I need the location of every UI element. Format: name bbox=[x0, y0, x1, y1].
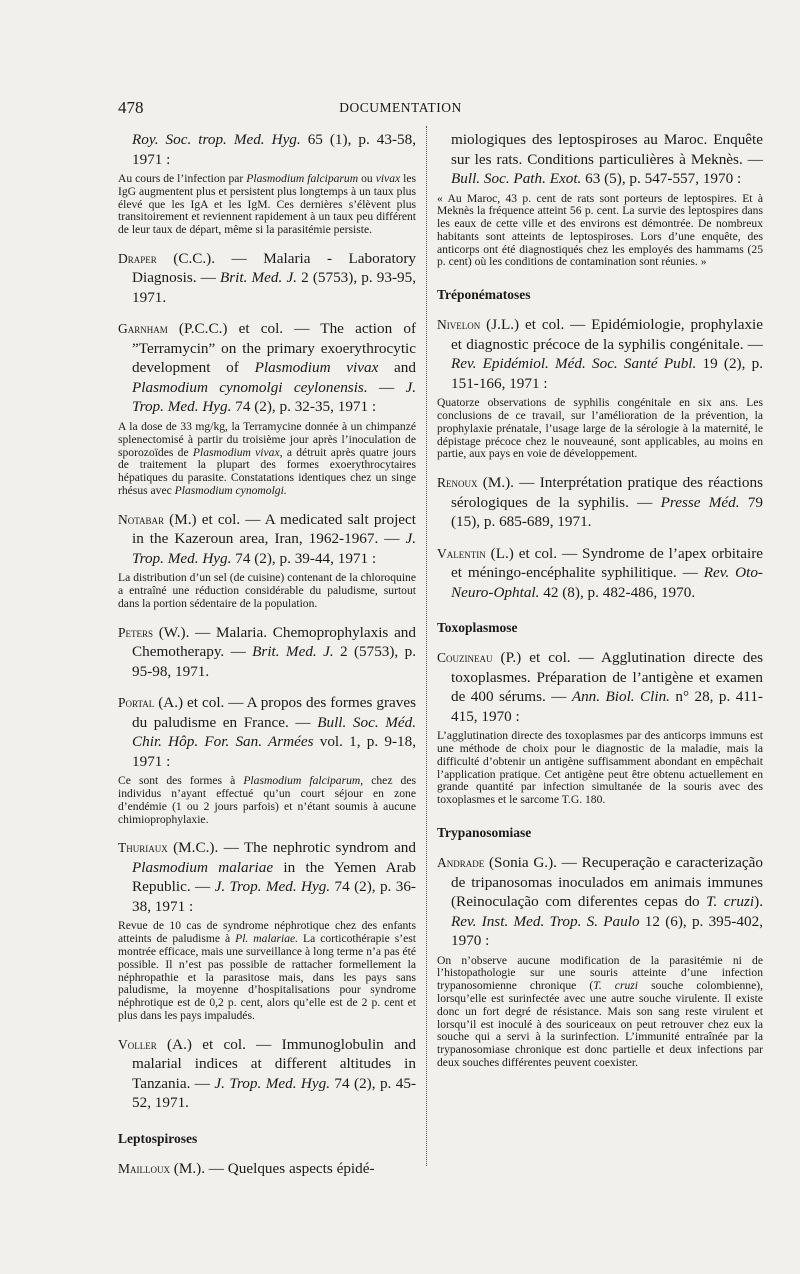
abstract: « Au Maroc, 43 p. cent de rats sont porteurs de leptospires. Et à Meknès la fréquence atteint 56 p. cent. La survie des leptospires dans les eaux de cette ville et des environs est démontrée. De nombreux habitants sont atteints de leptospiroses. Lors d’une enquête, des anticorps ont été diagnostiqués chez les employés des hammams (25 p. cent) où les conditions de contamination sont réunies. » bbox=[437, 191, 763, 269]
citation: Mailloux (M.). — Quelques aspects épidé- bbox=[118, 1159, 375, 1177]
abstract: Revue de 10 cas de syndrome néphrotique chez des enfants atteints de paludisme à Pl. malariae. La corticothérapie s’est montrée efficace, mais une surveillance à long terme n’a pas été possible. Il n’est pas possible de rattacher formellement la néphropathie et la parasitose mais, dans les pays sans paludisme, la moyenne d’hospitalisations pour syndrome néphrotique est de 0,2 p. cent, alors qu’elle est de 2 p. cent et plus dans les pays impaludés. bbox=[118, 919, 416, 1022]
citation: Andrade (Sonia G.). — Recuperação e caracterização de tripanosomas inoculados em animais immunes (Reinoculação com diferentes cepas do T. cruzi). Rev. Inst. Med. Trop. S. Paulo 12 (6), p. 395-402, 1970 : bbox=[437, 854, 763, 950]
bib-entry bbox=[118, 510, 416, 611]
bib-entry bbox=[437, 853, 763, 1070]
citation: Roy. Soc. trop. Med. Hyg. 65 (1), p. 43-58, 1971 : bbox=[132, 131, 416, 168]
citation: Renoux (M.). — Interprétation pratique des réactions sérologiques de la syphilis. — Presse Méd. 79 (15), p. 685-689, 1971. bbox=[437, 474, 764, 531]
citation: Voller (A.) et col. — Immunoglobulin and malarial indices at different altitudes in Tanzania. — J. Trop. Med. Hyg. 74 (2), p. 45-52, 1971. bbox=[118, 1035, 416, 1112]
abstract: Quatorze observations de syphilis congénitale en six ans. Les conclusions de ce travail, sur l’amélioration de la prévention, la prophylaxie prénatale, l’usage large de la sérologie à la maternité, le dépistage précoce chez le nouveauné, sont applicables, au moins en partie, aux pays en voie de développement. bbox=[437, 396, 763, 461]
citation: Nivelon (J.L.) et col. — Epidémiologie, prophylaxie et diagnostic précoce de la syphilis congénitale. — Rev. Epidémiol. Méd. Soc. Santé Publ. 19 (2), p. 151-166, 1971 : bbox=[437, 316, 763, 392]
bib-entry bbox=[118, 838, 416, 1022]
author-name: Andrade bbox=[437, 855, 485, 871]
citation: Peters (W.). — Malaria. Chemoprophylaxis and Chemotherapy. — Brit. Med. J. 2 (5753), p. 95-98, 1971. bbox=[118, 623, 416, 680]
abstract: L’agglutination directe des toxoplasmes par des anticorps immuns est une méthode de choix pour le diagnostic de la maladie, mais la difficulté d’obtenir un antigène suffisamment abondant en empêchait l’application pratique. Cet antigène peut être obtenu actuellement en grande quantité par infection simultanée de la souris avec des toxoplasmes et le sarcome T.G. 180. bbox=[437, 729, 763, 807]
bib-entry bbox=[118, 249, 416, 308]
section-heading-trypanosomiase: Trypanosomiase bbox=[437, 825, 532, 841]
bib-entry bbox=[118, 1159, 416, 1179]
left-column bbox=[118, 130, 416, 1190]
author-name: Mailloux bbox=[118, 1160, 170, 1176]
abstract: La distribution d’un sel (de cuisine) contenant de la chloroquine a entraîné une réduction considérable du paludisme, surtout dans la portion sédentaire de la population. bbox=[118, 571, 416, 610]
citation: Portal (A.) et col. — A propos des formes graves du paludisme en France. — Bull. Soc. Méd. Chir. Hôp. For. San. Armées vol. 1, p. 9-18, 1971 : bbox=[118, 694, 416, 770]
author-name: Nivelon bbox=[437, 317, 481, 333]
abstract: On n’observe aucune modification de la parasitémie ni de l’histopathologie sur une souris atteinte d’une infection trypanosomienne chronique (T. cruzi souche colombienne), lorsqu’elle est surinfectée avec une autre souche virulente. Il existe donc un fort degré de résistance. Mais son sang reste virulent et lorsqu’il est inoculé à des souriceaux on peut retrouver chez eux la souche qui a servi à la surinfection. L’immunité entraînée par la trypanosomiase chronique est donc partielle et deux infections par deux souches différentes peuvent coexister. bbox=[437, 953, 763, 1069]
author-name: Renoux bbox=[437, 475, 478, 491]
running-title: DOCUMENTATION bbox=[339, 100, 462, 115]
bib-entry bbox=[118, 319, 416, 497]
section-heading-leptospiroses: Leptospiroses bbox=[118, 1130, 198, 1146]
author-name: Voller bbox=[118, 1036, 157, 1052]
abstract: Ce sont des formes à Plasmodium falciparum, chez des individus n’ayant effectué qu’un court séjour en zone d’endémie (1 ou 2 jours parfois) et n’étant soumis à aucune chimioprophylaxie. bbox=[118, 774, 416, 826]
section-heading-toxoplasmose: Toxoplasmose bbox=[437, 620, 518, 636]
column-divider bbox=[426, 126, 427, 1166]
author-name: Notabar bbox=[118, 511, 165, 527]
author-name: Garnham bbox=[118, 321, 168, 337]
citation: miologiques des leptospiroses au Maroc. Enquête sur les rats. Conditions particulières à Meknès. — Bull. Soc. Path. Exot. 63 (5), p. 547-557, 1970 : bbox=[451, 131, 763, 187]
bib-entry bbox=[437, 315, 763, 461]
citation: Couzineau (P.) et col. — Agglutination directe des toxoplasmes. Préparation de l’antigène et examen de 400 sérums. — Ann. Biol. Clin. n° 28, p. 411-415, 1970 : bbox=[437, 649, 763, 725]
bib-entry bbox=[118, 1035, 416, 1113]
page-header bbox=[118, 98, 683, 118]
bib-entry bbox=[437, 130, 763, 269]
bib-entry bbox=[118, 130, 416, 237]
citation: Valentin (L.) et col. — Syndrome de l’apex orbitaire et méningo-encéphalite syphilitique. — Rev. Oto-Neuro-Ophtal. 42 (8), p. 482-486, 1970. bbox=[437, 544, 763, 601]
author-name: Peters bbox=[118, 624, 154, 640]
author-name: Thuriaux bbox=[118, 840, 168, 856]
bib-entry bbox=[437, 648, 763, 807]
author-name: Couzineau bbox=[437, 650, 493, 666]
citation: Garnham (P.C.C.) et col. — The action of ”Terramycin” on the primary exoerythrocytic development of Plasmodium vivax and Plasmodium cynomolgi ceylonensis. — J. Trop. Med. Hyg. 74 (2), p. 32-35, 1971 : bbox=[118, 320, 416, 416]
right-column bbox=[437, 130, 763, 1082]
bib-entry bbox=[437, 544, 763, 603]
author-name: Valentin bbox=[437, 545, 486, 561]
abstract: A la dose de 33 mg/kg, la Terramycine donnée à un chimpanzé splenectomisé à partir du troisième jour après l’inoculation de sporozoïdes de Plasmodium vivax, a détruit après quatre jours de traitement la plupart des formes exoerythrocytaires hépatiques du parasite. Constatations identiques chez un singe rhésus avec Plasmodium cynomolgi. bbox=[118, 419, 416, 497]
bib-entry bbox=[118, 623, 416, 682]
bib-entry bbox=[437, 473, 763, 532]
bib-entry bbox=[118, 693, 416, 826]
citation: Draper (C.C.). — Malaria - Laboratory Diagnosis. — Brit. Med. J. 2 (5753), p. 93-95, 1971. bbox=[118, 249, 416, 306]
citation: Notabar (M.) et col. — A medicated salt project in the Kazeroun area, Iran, 1962-1967. — J. Trop. Med. Hyg. 74 (2), p. 39-44, 1971 : bbox=[118, 510, 416, 567]
citation: Thuriaux (M.C.). — The nephrotic syndrom and Plasmodium malariae in the Yemen Arab Republic. — J. Trop. Med. Hyg. 74 (2), p. 36-38, 1971 : bbox=[118, 839, 416, 915]
page-number: 478 bbox=[118, 98, 144, 117]
abstract: Au cours de l’infection par Plasmodium falciparum ou vivax les IgG augmentent plus et persistent plus longtemps à un taux plus élevé que les IgA et les IgM. Ces dernières s’élèvent plus transitoirement et reviennent rapidement à un taux peu différent de leur taux de départ, même si la parasitémie persiste. bbox=[118, 172, 417, 237]
section-heading-treponematoses: Tréponématoses bbox=[437, 287, 531, 303]
author-name: Draper bbox=[118, 250, 157, 266]
author-name: Portal bbox=[118, 695, 155, 711]
